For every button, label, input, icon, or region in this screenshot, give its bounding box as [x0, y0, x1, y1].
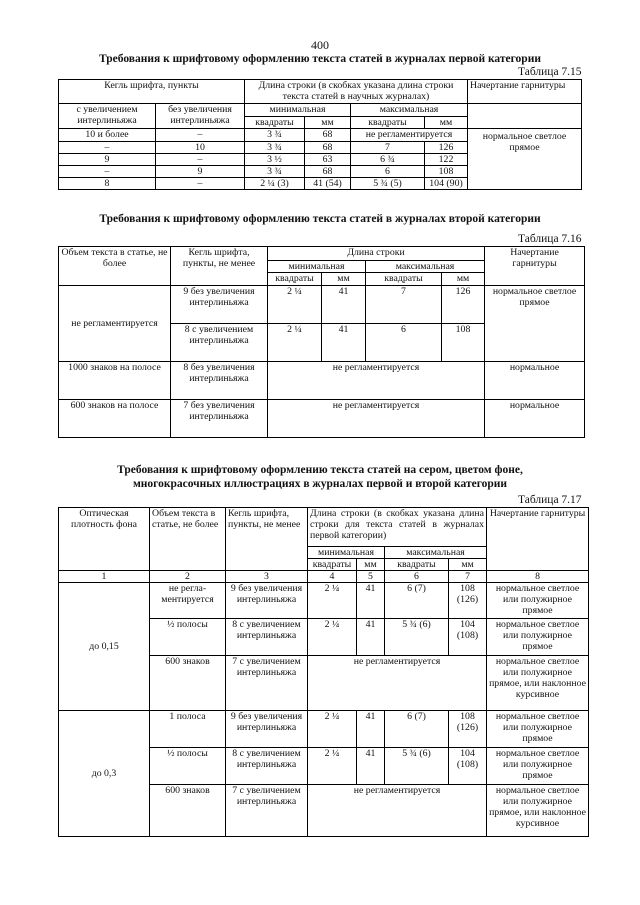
table-cell: 7: [351, 142, 425, 154]
header-max: максимальная: [351, 104, 468, 117]
table-cell: 9: [156, 166, 245, 178]
unit-squares: квадраты: [268, 273, 322, 286]
table-cell: 7: [366, 286, 442, 324]
typeface-cell: нормальное светлое прямое: [485, 286, 585, 362]
unit-squares: квадраты: [385, 559, 449, 571]
table-cell: 9 без увеличения интерлиньяжа: [226, 583, 308, 619]
table-cell: 41 (54): [305, 178, 351, 190]
typeface-cell: нормальное: [485, 362, 585, 400]
header-line-length: Длина строки: [268, 247, 485, 261]
table-cell: 104 (108): [449, 619, 487, 656]
table-cell: 6: [366, 324, 442, 362]
optical-density-cell: до 0,3: [59, 711, 150, 837]
table-cell: 10 и более: [59, 129, 156, 142]
table-cell: 6 ¾: [351, 154, 425, 166]
table-row: [59, 286, 585, 324]
table-cell: 2 ¼: [268, 286, 322, 324]
header-kegl: Кегль шрифта, пункты, не менее: [171, 247, 268, 286]
header-min: минимальная: [268, 261, 366, 273]
table-cell: 104 (108): [449, 748, 487, 785]
table-row: [59, 711, 589, 748]
table-cell: –: [59, 142, 156, 154]
table-715: [58, 79, 582, 190]
table-cell: 68: [305, 166, 351, 178]
table-716: [58, 246, 585, 438]
volume-cell: 1000 знаков на полосе: [59, 362, 171, 400]
kegl-cell: 8 без увеличения интерлиньяжа: [171, 362, 268, 400]
column-number: 8: [487, 571, 589, 583]
header-kegl: Кегль шрифта, пункты: [59, 80, 245, 104]
table-cell: 8: [59, 178, 156, 190]
header-typeface: Начертание гарнитуры: [487, 508, 589, 571]
table-cell: 2 ¼ (3): [245, 178, 305, 190]
table-cell: 3 ¾: [245, 142, 305, 154]
column-number: 7: [449, 571, 487, 583]
kegl-cell: 8 с увеличением интерлиньяжа: [171, 324, 268, 362]
header-line-length: Длина строки (в скобках указана длина строки текста статей в научных журналах): [245, 80, 468, 104]
column-number: 4: [308, 571, 357, 583]
table-row: [59, 129, 582, 142]
table-717: [58, 507, 589, 837]
table-cell: 41: [322, 324, 366, 362]
table-cell: не регла-ментируется: [150, 583, 226, 619]
unit-mm: мм: [357, 559, 385, 571]
column-number: 6: [385, 571, 449, 583]
column-number: 1: [59, 571, 150, 583]
typeface-cell: нормальное светлое или полужирное прямое, или наклонное курсивное: [487, 656, 589, 711]
header-kegl: Кегль шрифта, пункты, не менее: [226, 508, 308, 571]
table-cell: 6 (7): [385, 711, 449, 748]
table-cell: 63: [305, 154, 351, 166]
table-cell: 600 знаков: [150, 656, 226, 711]
table-cell: 126: [425, 142, 468, 154]
table-cell: 41: [357, 619, 385, 656]
table-cell: 108 (126): [449, 583, 487, 619]
table-cell: 2 ¼: [308, 748, 357, 785]
header-volume: Объем текста в статье, не более: [59, 247, 171, 286]
table-cell: –: [156, 129, 245, 142]
unit-mm: мм: [425, 117, 468, 129]
volume-cell: 600 знаков на полосе: [59, 400, 171, 438]
table-cell: 8 с увеличением интерлиньяжа: [226, 748, 308, 785]
unit-mm: мм: [449, 559, 487, 571]
unit-mm: мм: [305, 117, 351, 129]
column-number: 2: [150, 571, 226, 583]
line-length-cell: не регламентируется: [308, 656, 487, 711]
typeface-cell: нормальное светлое прямое: [468, 129, 582, 190]
table-717-label: Таблица 7.17: [518, 494, 582, 506]
table-cell: –: [156, 154, 245, 166]
header-max: максимальная: [385, 547, 487, 559]
table-cell: 68: [305, 142, 351, 154]
line-length-cell: не регламентируется: [308, 785, 487, 837]
header-typeface: Начертание гарнитуры: [468, 80, 582, 104]
table-cell: –: [156, 178, 245, 190]
table-cell: 8 с увеличением интерлиньяжа: [226, 619, 308, 656]
table-cell: 41: [357, 711, 385, 748]
table-cell: 108 (126): [449, 711, 487, 748]
table-716-title: Требования к шрифтовому оформлению текста статей в журналах второй категории: [99, 213, 541, 225]
table-cell: 41: [357, 583, 385, 619]
table-cell: 7 с увеличением интерлиньяжа: [226, 785, 308, 837]
line-length-cell: не регламентируется: [268, 362, 485, 400]
unit-squares: квадраты: [245, 117, 305, 129]
table-cell: 1 полоса: [150, 711, 226, 748]
unit-mm: мм: [442, 273, 485, 286]
table-cell: 104 (90): [425, 178, 468, 190]
typeface-cell: нормальное светлое или полужирное прямое: [487, 711, 589, 748]
table-cell: 3 ¾: [245, 129, 305, 142]
table-716-label: Таблица 7.16: [518, 233, 582, 245]
table-cell: не регламентируется: [351, 129, 468, 142]
volume-cell: не регламентируется: [59, 286, 171, 362]
table-cell: 41: [322, 286, 366, 324]
table-cell: –: [59, 166, 156, 178]
header-min: минимальная: [245, 104, 351, 117]
table-cell: 5 ¾ (6): [385, 619, 449, 656]
kegl-cell: 7 без увеличения интерлиньяжа: [171, 400, 268, 438]
table-cell: 41: [357, 748, 385, 785]
table-cell: 108: [442, 324, 485, 362]
typeface-cell: нормальное светлое или полужирное прямое: [487, 583, 589, 619]
optical-density-cell: до 0,15: [59, 583, 150, 711]
column-numbers-row: [59, 571, 589, 583]
header-optical-density: Оптическая плотность фона: [59, 508, 150, 571]
table-row: [59, 400, 585, 438]
typeface-cell: нормальное: [485, 400, 585, 438]
column-number: 5: [357, 571, 385, 583]
table-cell: 126: [442, 286, 485, 324]
table-cell: 3 ½: [245, 154, 305, 166]
table-cell: 3 ¾: [245, 166, 305, 178]
table-cell: 2 ¼: [308, 711, 357, 748]
table-row: [59, 362, 585, 400]
table-cell: 6: [351, 166, 425, 178]
header-without-leading: без увеличения интерлиньяжа: [156, 104, 245, 129]
table-cell: 122: [425, 154, 468, 166]
table-715-label: Таблица 7.15: [518, 66, 582, 78]
table-cell: 2 ¼: [268, 324, 322, 362]
typeface-cell: нормальное светлое или полужирное прямое, или наклонное курсивное: [487, 785, 589, 837]
table-cell: 2 ¼: [308, 619, 357, 656]
header-line-length: Длина строки (в скобках указана длина строки для текста статей в журналах первой категории): [308, 508, 487, 547]
table-cell: 5 ¾ (6): [385, 748, 449, 785]
header-typeface: Начертание гарнитуры: [485, 247, 585, 286]
unit-squares: квадраты: [351, 117, 425, 129]
header-typeface-empty: [468, 104, 582, 129]
table-cell: 600 знаков: [150, 785, 226, 837]
table-cell: 10: [156, 142, 245, 154]
table-cell: 9: [59, 154, 156, 166]
table-717-title: Требования к шрифтовому оформлению текста статей на сером, цветом фоне, многокрасочных иллюстрациях в журналах первой и второй категории: [117, 464, 523, 490]
table-cell: 5 ¾ (5): [351, 178, 425, 190]
unit-mm: мм: [322, 273, 366, 286]
header-max: максимальная: [366, 261, 485, 273]
typeface-cell: нормальное светлое или полужирное прямое: [487, 748, 589, 785]
table-cell: 7 с увеличением интерлиньяжа: [226, 656, 308, 711]
column-number: 3: [226, 571, 308, 583]
table-cell: 2 ¼: [308, 583, 357, 619]
table-cell: ½ полосы: [150, 619, 226, 656]
table-cell: 6 (7): [385, 583, 449, 619]
table-715-title: Требования к шрифтовому оформлению текста статей в журналах первой категории: [99, 53, 541, 65]
header-min: минимальная: [308, 547, 385, 559]
header-with-leading: с увеличением интерлиньяжа: [59, 104, 156, 129]
page-number: 400: [311, 38, 329, 52]
header-volume: Объем текста в статье, не более: [150, 508, 226, 571]
kegl-cell: 9 без увеличения интерлиньяжа: [171, 286, 268, 324]
unit-squares: квадраты: [308, 559, 357, 571]
unit-squares: квадраты: [366, 273, 442, 286]
table-cell: 108: [425, 166, 468, 178]
line-length-cell: не регламентируется: [268, 400, 485, 438]
table-cell: ½ полосы: [150, 748, 226, 785]
table-cell: 9 без увеличения интерлиньяжа: [226, 711, 308, 748]
table-row: [59, 583, 589, 619]
typeface-cell: нормальное светлое или полужирное прямое: [487, 619, 589, 656]
table-cell: 68: [305, 129, 351, 142]
